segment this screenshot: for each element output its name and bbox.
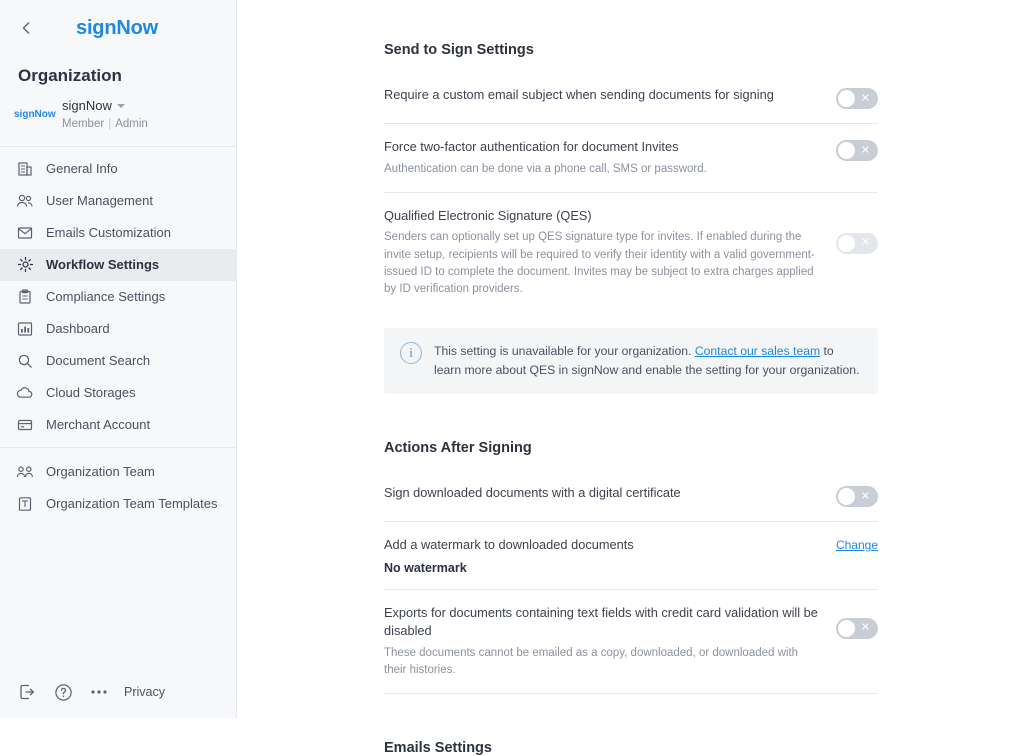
sidebar-item-label: Compliance Settings (46, 289, 166, 305)
sidebar-item-label: Organization Team (46, 464, 155, 480)
organization-name-row (62, 98, 148, 115)
sidebar-item-workflow-settings[interactable] (0, 249, 236, 281)
section-title-send-to-sign: Send to Sign Settings (384, 42, 534, 58)
setting-text (384, 86, 820, 105)
setting-label: Sign downloaded documents with a digital certificate (384, 485, 681, 501)
sidebar (0, 0, 237, 718)
info-banner-text (434, 342, 862, 380)
organization-logo: signNow (14, 109, 56, 121)
toggle-digital-certificate[interactable] (836, 486, 878, 507)
setting-control (836, 207, 878, 254)
cloud-icon (16, 384, 34, 402)
contact-sales-link[interactable]: Contact our sales team (694, 344, 821, 359)
sidebar-item-label: Merchant Account (46, 417, 151, 433)
qes-info-banner (384, 328, 878, 394)
setting-description: Authentication can be done via a phone call, SMS or password. (384, 162, 707, 175)
toggle-off-glyph: ✕ (860, 490, 870, 503)
sidebar-item-label: Dashboard (46, 321, 110, 337)
setting-control (836, 138, 878, 161)
setting-control (836, 604, 878, 639)
toggle-off-glyph: ✕ (860, 236, 870, 249)
toggle-off-glyph: ✕ (860, 144, 870, 156)
toggle-knob (838, 620, 855, 637)
sidebar-item-label: Workflow Settings (46, 257, 160, 273)
sidebar-item-organization-team-templates[interactable] (0, 488, 236, 520)
sidebar-item-emails-customization[interactable] (0, 217, 236, 249)
setting-row-qes (384, 193, 878, 313)
question-circle-icon[interactable] (52, 681, 74, 703)
sidebar-item-label: Document Search (46, 353, 151, 369)
chart-icon (16, 320, 34, 338)
ellipsis-icon[interactable] (88, 681, 110, 703)
change-watermark-link[interactable]: Change (835, 538, 878, 553)
toggle-knob (838, 142, 855, 159)
setting-label: Add a watermark to downloaded documents (384, 537, 634, 553)
organization-selector[interactable] (0, 92, 236, 146)
setting-control (836, 484, 878, 507)
setting-row-credit-card-exports (384, 590, 878, 695)
sidebar-item-label: User Management (46, 193, 153, 209)
search-icon (16, 352, 34, 370)
sidebar-item-compliance-settings[interactable] (0, 281, 236, 313)
role-separator: | (108, 117, 112, 130)
setting-label: Exports for documents containing text fields with credit card validation will be disabled (384, 604, 818, 639)
setting-row-digital-certificate (384, 470, 878, 522)
sidebar-item-cloud-storages[interactable] (0, 377, 236, 409)
brand-logo[interactable]: signNow (76, 16, 158, 39)
sidebar-divider-middle (0, 447, 236, 448)
info-text-after: to learn more about QES in signNow and enable the setting for your organization. (434, 344, 860, 378)
organization-info (62, 98, 148, 132)
sidebar-divider-top (0, 146, 236, 147)
clipboard-icon (16, 288, 34, 306)
template-icon (16, 495, 34, 513)
chevron-left-icon[interactable] (16, 18, 36, 38)
setting-label: Require a custom email subject when sending documents for signing (384, 87, 774, 102)
sidebar-header (0, 0, 236, 56)
setting-row-watermark (384, 522, 878, 590)
sidebar-item-user-management[interactable] (0, 185, 236, 217)
sidebar-item-label: General Info (46, 161, 118, 177)
setting-label: Force two-factor authentication for document Invites (384, 139, 679, 154)
logout-icon[interactable] (16, 681, 38, 703)
toggle-custom-email-subject[interactable] (836, 88, 878, 109)
page-title: Organization (18, 66, 122, 85)
card-icon (16, 416, 34, 434)
setting-text (384, 138, 820, 178)
toggle-knob (838, 235, 855, 252)
sidebar-item-label: Emails Customization (46, 225, 171, 241)
setting-text (384, 604, 820, 680)
sidebar-footer (0, 666, 236, 718)
setting-text (384, 484, 820, 503)
section-title-emails-settings: Emails Settings (384, 740, 492, 756)
sidebar-item-document-search[interactable] (0, 345, 236, 377)
sidebar-item-label: Organization Team Templates (46, 496, 218, 512)
sidebar-item-general-info[interactable] (0, 153, 236, 185)
setting-row-two-factor (384, 124, 878, 193)
main-content (237, 0, 1024, 756)
info-icon: i (400, 342, 422, 364)
toggle-knob (838, 90, 855, 107)
toggle-qes[interactable] (836, 233, 878, 254)
sidebar-item-dashboard[interactable] (0, 313, 236, 345)
envelope-icon (16, 224, 34, 242)
setting-description: Senders can optionally set up QES signature type for invites. If enabled during the invite setup, recipients will be required to verify their identity with a valid government-issued ID to complete the document. Invites may be subject to extra charges applied by ID verification providers. (384, 231, 815, 296)
sidebar-item-organization-team[interactable] (0, 456, 236, 488)
info-text-before: This setting is unavailable for your organization. (434, 344, 695, 359)
watermark-value: No watermark (384, 560, 467, 575)
setting-text (384, 207, 820, 299)
organization-roles (62, 117, 148, 132)
sidebar-item-merchant-account[interactable] (0, 409, 236, 441)
section-title-actions-after-signing: Actions After Signing (384, 440, 532, 457)
toggle-two-factor[interactable] (836, 140, 878, 161)
sidebar-item-label: Cloud Storages (46, 385, 136, 401)
organization-name: signNow (62, 98, 112, 113)
role-member: Member (62, 117, 105, 130)
setting-description: These documents cannot be emailed as a copy, downloaded, or downloaded with their histories. (384, 646, 799, 677)
users-icon (16, 192, 34, 210)
setting-label: Qualified Electronic Signature (QES) (384, 207, 592, 223)
chevron-down-icon[interactable] (117, 104, 125, 108)
setting-control (836, 86, 878, 109)
building-icon (16, 160, 34, 178)
setting-control (836, 536, 878, 552)
role-admin: Admin (115, 117, 148, 130)
toggle-off-glyph: ✕ (860, 621, 870, 634)
team-icon (16, 463, 34, 481)
gear-icon (16, 256, 34, 274)
setting-text (384, 536, 820, 575)
settings-panel (384, 0, 878, 756)
privacy-link[interactable]: Privacy (124, 685, 165, 699)
toggle-knob (838, 488, 855, 505)
sidebar-nav-primary (0, 153, 236, 520)
toggle-off-glyph: ✕ (860, 92, 870, 104)
toggle-credit-card-exports[interactable] (836, 618, 878, 639)
setting-row-custom-email-subject (384, 72, 878, 124)
